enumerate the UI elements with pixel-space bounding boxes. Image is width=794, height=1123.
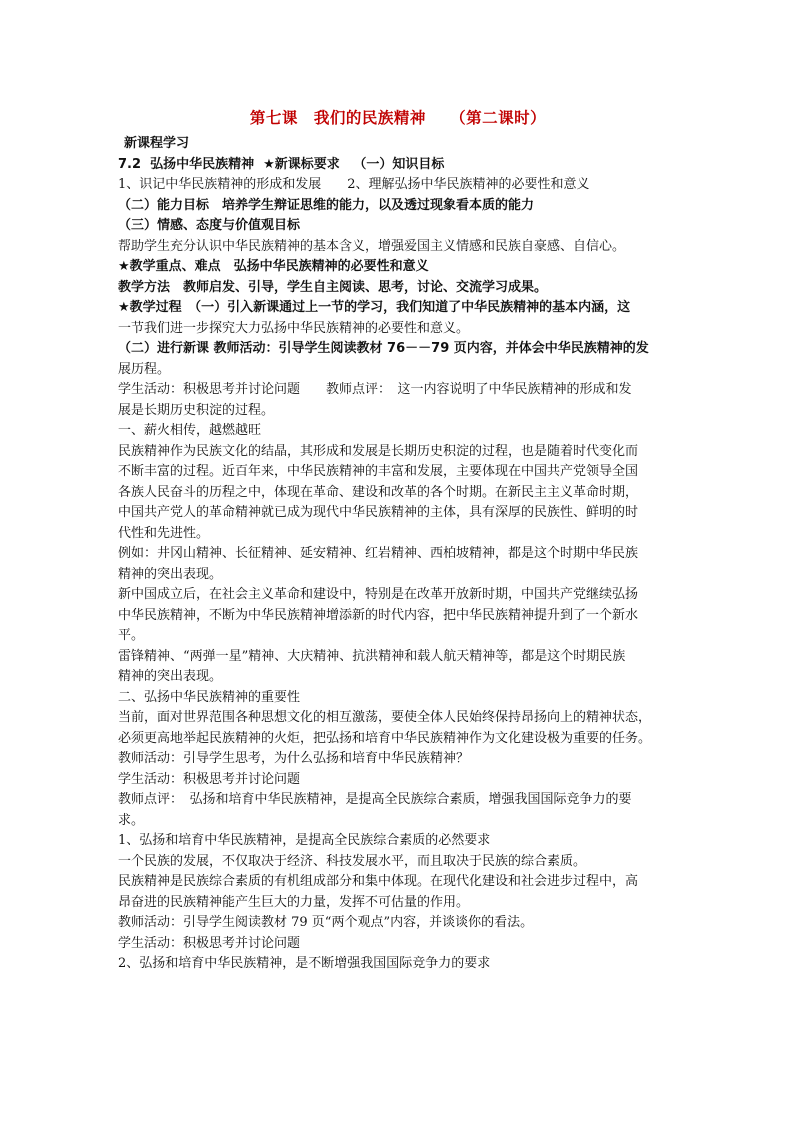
text-line: 一节我们进一步探究大力弘扬中华民族精神的必要性和意义。 xyxy=(118,320,470,336)
text-line: 学生活动：积极思考并讨论问题 xyxy=(118,771,301,787)
document-body xyxy=(118,134,688,975)
text-line: 平。 xyxy=(118,628,145,643)
text-line: 二、弘扬中华民族精神的重要性 xyxy=(118,689,301,705)
text-line: 雷锋精神、“两弹一星”精神、大庆精神、抗洪精神和载人航天精神等，都是这个时期民族 xyxy=(118,648,626,664)
text-line: 教师活动：引导学生阅读教材 79 页“两个观点”内容，并谈谈你的看法。 xyxy=(118,915,534,930)
text-line: 精神的突出表现。 xyxy=(118,669,223,684)
text-line: 昂奋进的民族精神能产生巨大的力量，发挥不可估量的作用。 xyxy=(118,894,470,910)
text-line: 教师活动：引导学生思考，为什么弘扬和培育中华民族精神？ xyxy=(118,751,470,766)
text-line: ★教学重点、难点 弘扬中华民族精神的必要性和意义 xyxy=(118,259,429,274)
text-line: 一个民族的发展，不仅取决于经济、科技发展水平，而且取决于民族的综合素质。 xyxy=(118,853,587,869)
text-line: 一、薪火相传，越燃越旺 xyxy=(118,423,262,438)
text-line: 各族人民奋斗的历程之中，体现在革命、建设和改革的各个时期。在新民主主义革命时期， xyxy=(118,484,639,500)
text-line: （二）能力目标 培养学生辩证思维的能力，以及透过现象看本质的能力 xyxy=(118,197,535,213)
text-line: 必须更高地举起民族精神的火炬，把弘扬和培育中华民族精神作为文化建设极为重要的任务。 xyxy=(118,730,652,746)
text-line: 中华民族精神，不断为中华民族精神增添新的时代内容，把中华民族精神提升到了一个新水 xyxy=(118,607,639,623)
text-line: 教师点评： 弘扬和培育中华民族精神，是提高全民族综合素质，增强我国国际竞争力的要 xyxy=(118,792,632,807)
lesson-title: 第七课 我们的民族精神 （第二课时） xyxy=(249,109,547,127)
text-line: 新中国成立后，在社会主义革命和建设中，特别是在改革开放新时期，中国共产党继续弘扬 xyxy=(118,587,639,602)
text-line: 展历程。 xyxy=(118,361,171,377)
text-line: 民族精神作为民族文化的结晶，其形成和发展是长期历史积淀的过程，也是随着时代变化而 xyxy=(118,443,639,459)
text-line: 帮助学生充分认识中华民族精神的基本含义，增强爱国主义情感和民族自豪感、自信心。 xyxy=(118,238,626,254)
text-line: 代性和先进性。 xyxy=(118,525,210,541)
text-line: （二）进行新课 教师活动：引导学生阅读教材 76－－79 页内容，并体会中华民族精神的发 xyxy=(118,341,649,356)
text-line: 展是长期历史积淀的过程。 xyxy=(118,402,275,418)
text-line: 学生活动：积极思考并讨论问题 教师点评： 这一内容说明了中华民族精神的形成和发 xyxy=(118,382,632,397)
text-line: 学生活动：积极思考并讨论问题 xyxy=(118,935,301,951)
text-line: 求。 xyxy=(118,812,145,828)
text-line: 中国共产党人的革命精神就已成为现代中华民族精神的主体，具有深厚的民族性、鲜明的时 xyxy=(118,505,639,520)
text-line: ★教学过程 （一）引入新课通过上一节的学习，我们知道了中华民族精神的基本内涵，这 xyxy=(118,300,631,315)
text-line: 精神的突出表现。 xyxy=(118,566,223,582)
text-line: 教学方法 教师启发、引导，学生自主阅读、思考，讨论、交流学习成果。 xyxy=(118,279,548,295)
text-line: 当前，面对世界范围各种思想文化的相互激荡，要使全体人民始终保持昂扬向上的精神状态， xyxy=(118,710,652,725)
text-line: 例如：井冈山精神、长征精神、延安精神、红岩精神、西柏坡精神，都是这个时期中华民族 xyxy=(118,546,639,561)
text-line: 1、识记中华民族精神的形成和发展 2、理解弘扬中华民族精神的必要性和意义 xyxy=(118,177,590,192)
text-line: 民族精神是民族综合素质的有机组成部分和集中体现。在现代化建设和社会进步过程中，高 xyxy=(118,874,639,889)
text-line: 不断丰富的过程。近百年来，中华民族精神的丰富和发展，主要体现在中国共产党领导全国 xyxy=(118,464,639,479)
text-line: 7.2 弘扬中华民族精神 ★新课标要求 （一）知识目标 xyxy=(118,156,445,172)
section-heading: 新课程学习 xyxy=(124,136,190,151)
text-line: 2、弘扬和培育中华民族精神，是不断增强我国国际竞争力的要求 xyxy=(118,956,491,971)
text-line: 1、弘扬和培育中华民族精神，是提高全民族综合素质的必然要求 xyxy=(118,833,491,848)
text-line: （三）情感、态度与价值观目标 xyxy=(118,218,301,233)
